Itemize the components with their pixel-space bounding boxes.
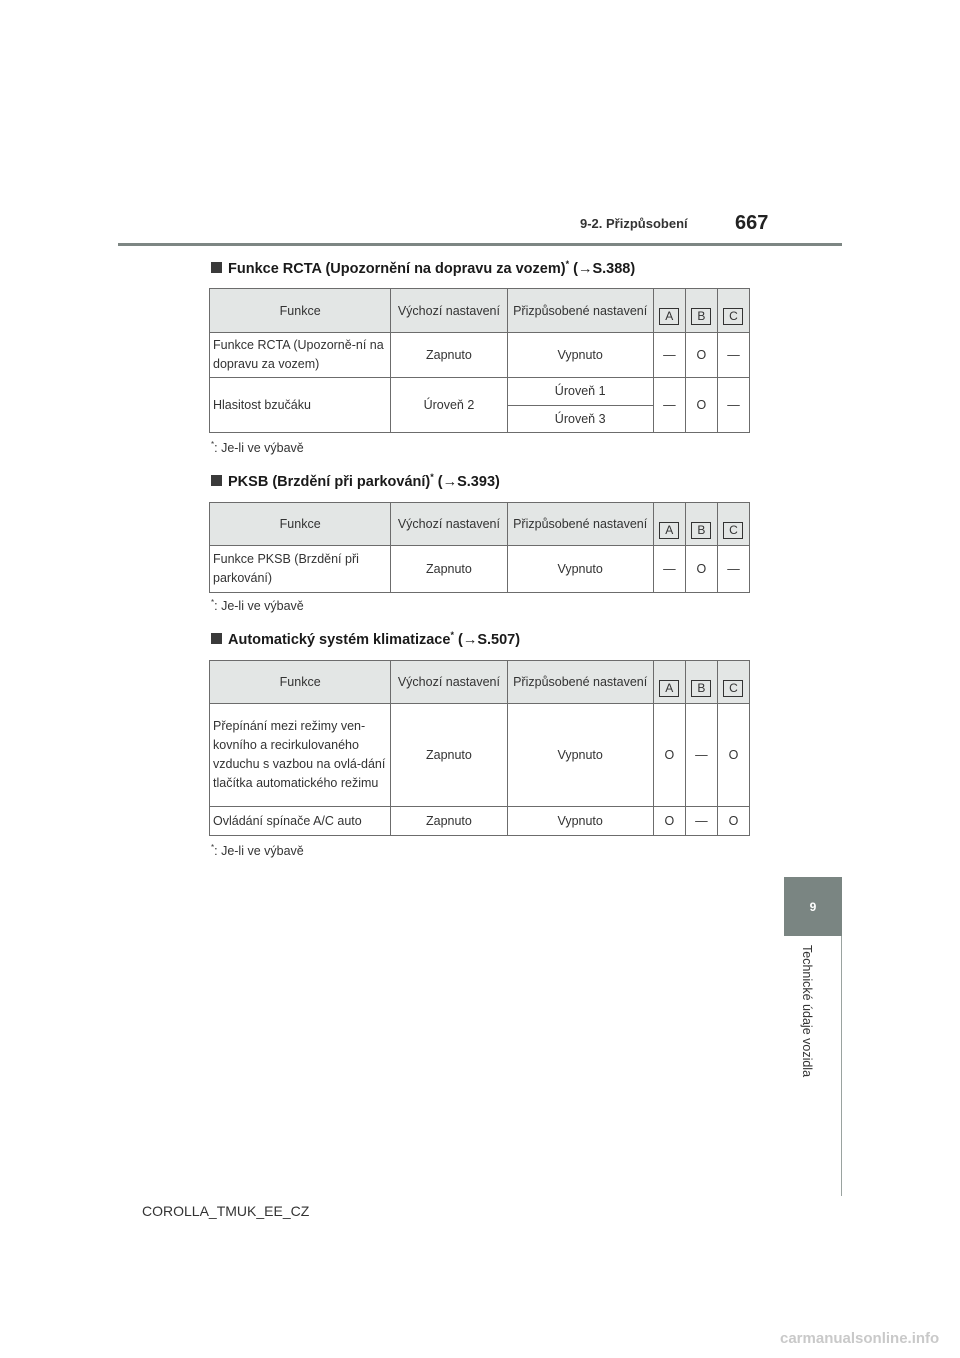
header-a: [653, 503, 685, 546]
header-b: [685, 503, 717, 546]
cell-c: O: [717, 807, 749, 836]
header-function: Funkce: [210, 289, 391, 333]
cell-default: Zapnuto: [391, 704, 507, 807]
letter-a-box: A: [659, 522, 679, 539]
settings-table-rcta: [209, 288, 750, 433]
cell-c: —: [717, 333, 749, 378]
header-rule: [118, 243, 842, 246]
cell-feature: Ovládání spínače A/C auto: [210, 807, 391, 836]
footnote-text: : Je-li ve výbavě: [214, 441, 304, 456]
cell-b: —: [685, 807, 717, 836]
cell-default: Zapnuto: [391, 333, 507, 378]
header-a: [653, 661, 685, 704]
footnote-marker: *: [211, 843, 215, 852]
letter-b-box: B: [691, 308, 711, 325]
table-row: [210, 378, 750, 406]
cell-b: O: [685, 378, 717, 433]
cell-a: —: [653, 378, 685, 433]
section-heading-pksb: [211, 472, 500, 490]
header-c: [717, 503, 749, 546]
footnote: [211, 440, 304, 455]
cell-feature: Hlasitost bzučáku: [210, 378, 391, 433]
letter-c-box: C: [723, 522, 743, 539]
heading-text: Funkce RCTA (Upozornění na dopravu za vozem): [228, 260, 566, 277]
letter-b-box: B: [691, 680, 711, 697]
cell-c: —: [717, 378, 749, 433]
cell-custom: Úroveň 3: [507, 406, 653, 433]
cell-a: O: [653, 704, 685, 807]
side-divider: [841, 936, 842, 1196]
header-custom: Přizpůsobené nastavení: [507, 661, 653, 704]
header-c: [717, 289, 749, 333]
page-reference: (→S.388): [573, 260, 636, 277]
footnote: [211, 598, 304, 613]
table-row: [210, 333, 750, 378]
cell-b: O: [685, 546, 717, 593]
cell-a: —: [653, 333, 685, 378]
cell-b: O: [685, 333, 717, 378]
footnote-text: : Je-li ve výbavě: [214, 599, 304, 614]
section-heading-rcta: [211, 259, 635, 277]
header-default: Výchozí nastavení: [391, 503, 507, 546]
header-function: Funkce: [210, 503, 391, 546]
header-custom: Přizpůsobené nastavení: [507, 289, 653, 333]
header-default: Výchozí nastavení: [391, 661, 507, 704]
letter-c-box: C: [723, 680, 743, 697]
chapter-tab: [784, 877, 842, 936]
chapter-caption: Technické údaje vozidla: [800, 945, 814, 1078]
table-header-row: [210, 661, 750, 704]
cell-custom: Vypnuto: [507, 546, 653, 593]
header-b: [685, 661, 717, 704]
footnote: [211, 843, 304, 858]
section-heading-climate: [211, 630, 520, 648]
settings-table-pksb: [209, 502, 750, 593]
square-bullet-icon: [211, 633, 222, 644]
footnote-marker: *: [430, 472, 434, 482]
cell-feature: Funkce PKSB (Brzdění při parkování): [210, 546, 391, 593]
table-header-row: [210, 289, 750, 333]
document-code: COROLLA_TMUK_EE_CZ: [142, 1203, 310, 1219]
header-default: Výchozí nastavení: [391, 289, 507, 333]
letter-b-box: B: [691, 522, 711, 539]
square-bullet-icon: [211, 475, 222, 486]
footnote-text: : Je-li ve výbavě: [214, 844, 304, 859]
page-number: 667: [735, 212, 769, 234]
letter-a-box: A: [659, 680, 679, 697]
header-custom: Přizpůsobené nastavení: [507, 503, 653, 546]
header-c: [717, 661, 749, 704]
letter-c-box: C: [723, 308, 743, 325]
cell-custom: Vypnuto: [507, 333, 653, 378]
heading-text: PKSB (Brzdění při parkování): [228, 473, 431, 490]
letter-a-box: A: [659, 308, 679, 325]
section-title: 9-2. Přizpůsobení: [580, 216, 688, 231]
cell-b: —: [685, 704, 717, 807]
footnote-marker: *: [211, 440, 215, 449]
table-header-row: [210, 503, 750, 546]
footnote-marker: *: [565, 259, 570, 269]
footnote-marker: *: [450, 630, 454, 640]
page-reference: (→S.507): [457, 631, 521, 648]
cell-a: O: [653, 807, 685, 836]
header-b: [685, 289, 717, 333]
cell-feature: Přepínání mezi režimy ven-kovního a recirkulovaného vzduchu s vazbou na ovlá-dání tlačítka automatického režimu: [210, 704, 391, 807]
cell-feature: Funkce RCTA (Upozorně-ní na dopravu za vozem): [210, 333, 391, 378]
cell-default: Zapnuto: [391, 546, 507, 593]
table-row: [210, 807, 750, 836]
cell-custom: Úroveň 1: [507, 378, 653, 406]
watermark: carmanualsonline.info: [780, 1330, 940, 1347]
cell-custom: Vypnuto: [507, 807, 653, 836]
cell-c: —: [717, 546, 749, 593]
settings-table-climate: [209, 660, 750, 836]
table-row: [210, 546, 750, 593]
chapter-number: 9: [809, 899, 817, 914]
header-a: [653, 289, 685, 333]
cell-a: —: [653, 546, 685, 593]
cell-default: Úroveň 2: [391, 378, 507, 433]
square-bullet-icon: [211, 262, 222, 273]
cell-default: Zapnuto: [391, 807, 507, 836]
cell-c: O: [717, 704, 749, 807]
cell-custom: Vypnuto: [507, 704, 653, 807]
heading-text: Automatický systém klimatizace: [228, 631, 451, 648]
header-function: Funkce: [210, 661, 391, 704]
table-row: [210, 704, 750, 807]
page-reference: (→S.393): [437, 473, 500, 490]
footnote-marker: *: [211, 598, 215, 607]
